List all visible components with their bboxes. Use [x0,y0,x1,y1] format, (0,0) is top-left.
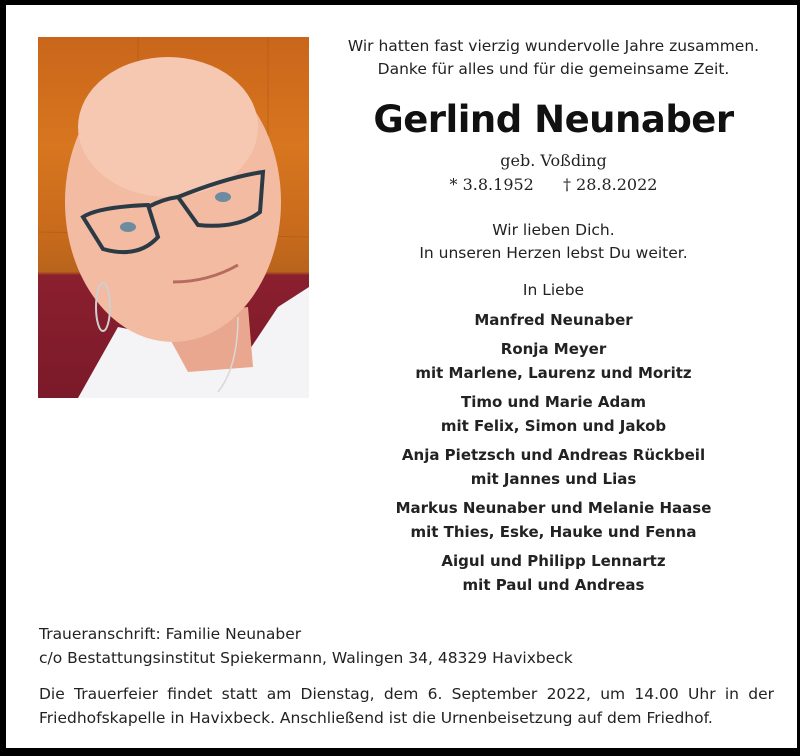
mourner-line: Manfred Neunaber [474,311,633,329]
mourner-line: Markus Neunaber und Melanie Haase [395,499,712,517]
mourner-line: Anja Pietzsch und Andreas Rückbeil [401,446,706,464]
mourner-line: mit Felix, Simon und Jakob [440,417,667,435]
death-date: † 28.8.2022 [562,175,658,194]
ceremony-line-2: Friedhofskapelle in Havixbeck. Anschließend ist die Urnenbeisetzung auf dem Friedhof. [39,709,713,727]
mourner-line: Aigul und Philipp Lennartz [441,552,666,570]
mourner-line: mit Marlene, Laurenz und Moritz [415,364,692,382]
farewell-text [326,219,781,265]
life-dates [326,173,781,197]
motto-line-1: Wir hatten fast vierzig wundervolle Jahre zusammen. [347,37,760,55]
born-name: geb. Voßding [500,151,607,170]
mourner-group [326,308,781,332]
farewell-line-2: In unseren Herzen lebst Du weiter. [419,244,688,262]
address-line-1: Traueranschrift: Familie Neunaber [39,625,302,643]
mourner-line: mit Paul und Andreas [462,576,645,594]
ceremony-info [39,682,774,730]
mourner-group [326,549,781,597]
birth-date: * 3.8.1952 [449,175,534,194]
motto-line-2: Danke für alles und für die gemeinsame Zeit. [377,60,730,78]
portrait-photo [38,37,309,398]
mourner-group [326,390,781,438]
mourner-line: Ronja Meyer [500,340,607,358]
announcement-text [326,35,781,597]
mourning-address [39,622,774,670]
motto [326,35,781,81]
mourner-group [326,443,781,491]
mourner-line: mit Thies, Eske, Hauke und Fenna [410,523,697,541]
mourners-list [326,308,781,597]
mourner-line: mit Jannes und Lias [470,470,637,488]
address-line-2: c/o Bestattungsinstitut Spiekermann, Walingen 34, 48329 Havixbeck [39,649,573,667]
farewell-line-1: Wir lieben Dich. [492,221,615,239]
in-love-label: In Liebe [522,281,585,299]
deceased-name: Gerlind Neunaber [373,98,734,141]
portrait-illustration [38,37,309,398]
mourner-group [326,496,781,544]
mourner-line: Timo und Marie Adam [461,393,646,411]
mourner-group [326,337,781,385]
ceremony-line-1: Die Trauerfeier findet statt am Dienstag, dem 6. September 2022, um 14.00 Uhr in der [39,685,774,703]
